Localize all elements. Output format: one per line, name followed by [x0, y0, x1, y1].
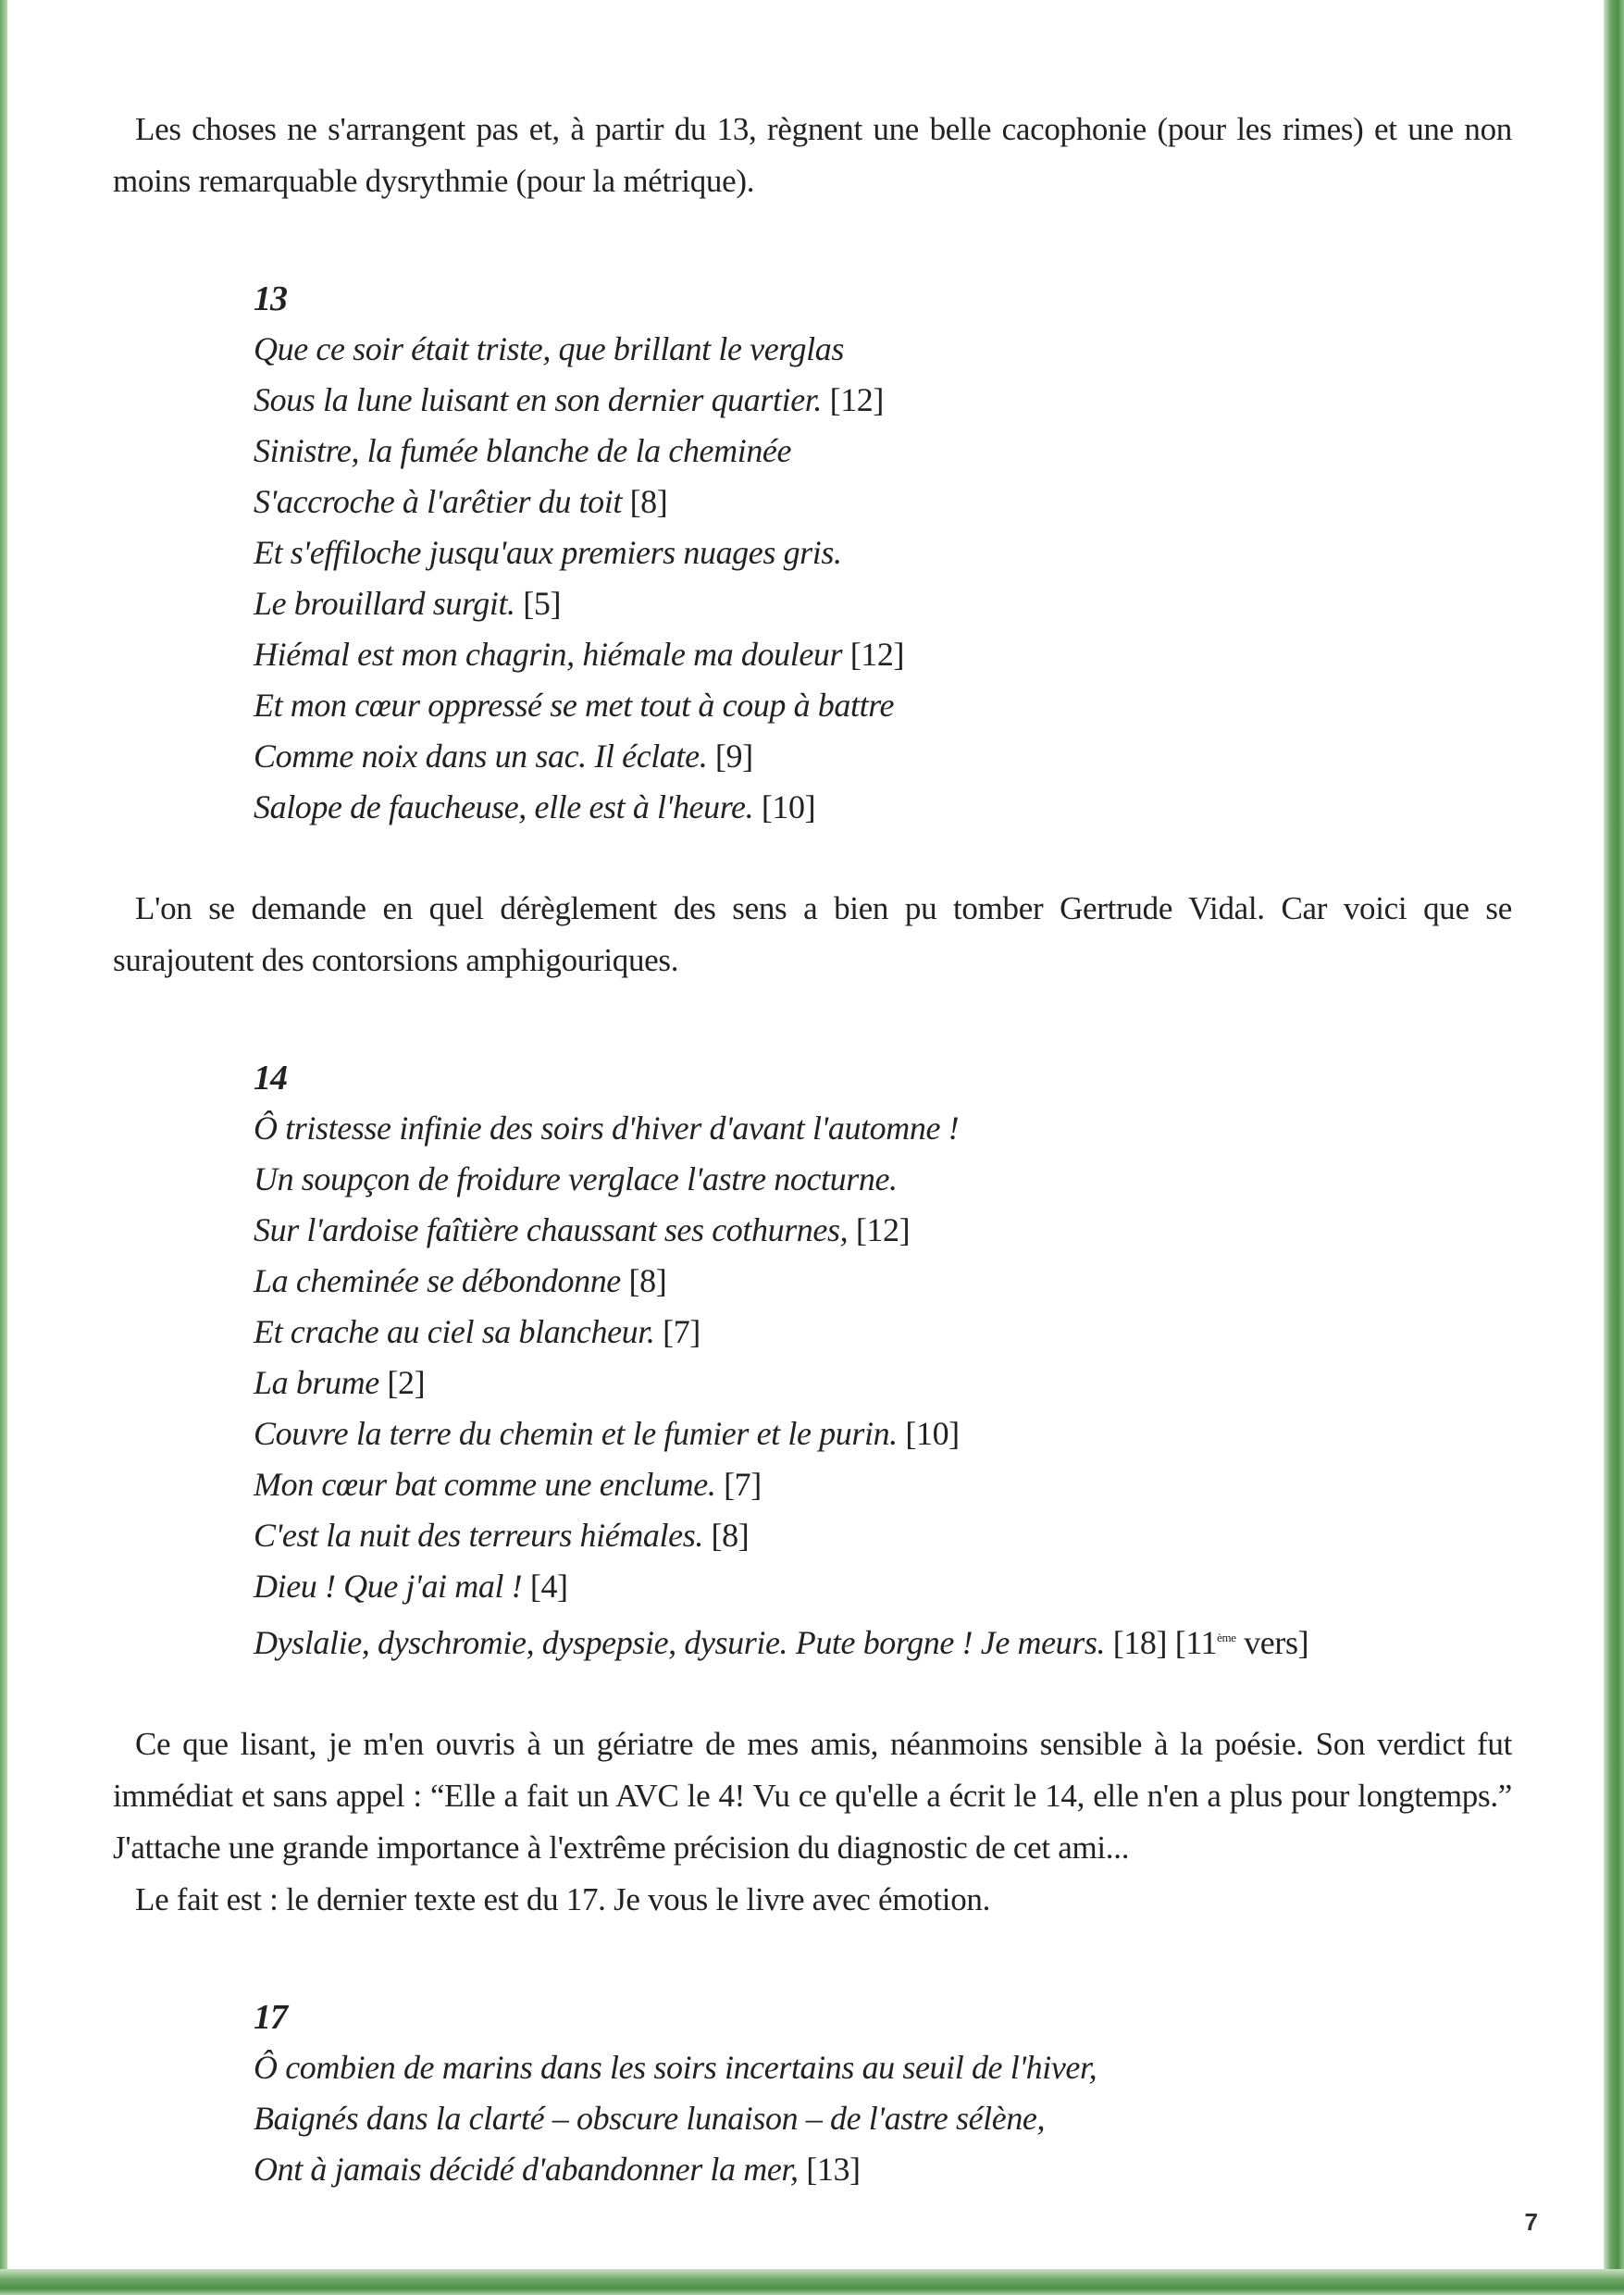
verse: Couvre la terre du chemin et le fumier et le purin. [10] — [254, 1415, 960, 1452]
syllable-count: [7] — [663, 1313, 700, 1350]
syllable-count: [10] — [905, 1415, 960, 1452]
verse: Hiémal est mon chagrin, hiémale ma douleur [12] — [254, 636, 905, 673]
poem-17 — [254, 1992, 1512, 2195]
verse: Sous la lune luisant en son dernier quartier. [12] — [254, 381, 884, 418]
syllable-count: [12] — [855, 1211, 911, 1248]
paragraph-last-text: Le fait est : le dernier texte est du 17. Je vous le livre avec émotion. — [135, 1881, 991, 1917]
poem-number: 13 — [254, 279, 287, 318]
verse: Ô tristesse infinie des soirs d'hiver d'avant l'automne ! — [254, 1110, 960, 1147]
poem-number: 14 — [254, 1059, 287, 1098]
syllable-count: [9] — [714, 738, 753, 775]
paragraph-commentary: L'on se demande en quel dérèglement des sens a bien pu tomber Gertrude Vidal. Car voici que se surajoutent des contorsions amphigouriques. — [113, 890, 1512, 978]
verse-note: [11ème vers] — [1174, 1624, 1309, 1661]
syllable-count: [8] — [628, 1262, 667, 1299]
paragraph-diagnosis: Ce que lisant, je m'en ouvris à un gériatre de mes amis, néanmoins sensible à la poésie. Son verdict fut immédiat et sans appel : “Elle a fait un AVC le 4! Vu ce qu'elle a écrit le 14, elle n'en a plus pour longtemps.” J'attache une grande importance à l'extrême précision du diagnostic de cet ami... — [113, 1726, 1512, 1866]
syllable-count: [5] — [523, 585, 562, 622]
verse: Et s'effiloche jusqu'aux premiers nuages gris. — [254, 534, 842, 571]
verse: Sur l'ardoise faîtière chaussant ses cothurnes, [12] — [254, 1211, 911, 1248]
verse: Baignés dans la clarté – obscure lunaison – de l'astre sélène, — [254, 2100, 1046, 2137]
syllable-count: [2] — [387, 1364, 426, 1401]
verse: Que ce soir était triste, que brillant le verglas — [254, 330, 844, 367]
syllable-count: [8] — [711, 1517, 750, 1554]
verse: Et mon cœur oppressé se met tout à coup à battre — [254, 687, 895, 724]
verse: Le brouillard surgit. [5] — [254, 585, 562, 622]
verse: S'accroche à l'arêtier du toit [8] — [254, 483, 668, 520]
poem-13 — [254, 274, 1512, 833]
syllable-count: [13] — [806, 2151, 861, 2188]
verse: Salope de faucheuse, elle est à l'heure. [10] — [254, 788, 816, 825]
verse: Un soupçon de froidure verglace l'astre nocturne. — [254, 1160, 898, 1197]
verse-last: Dyslalie, dyschromie, dyspepsie, dysurie. Pute borgne ! Je meurs. [18] [11ème vers] — [254, 1624, 1309, 1661]
verse: Sinistre, la fumée blanche de la cheminée — [254, 432, 792, 469]
page-border-right — [1604, 0, 1624, 2295]
paragraph-intro: Les choses ne s'arrangent pas et, à partir du 13, règnent une belle cacophonie (pour les rimes) et une non moins remarquable dysrythmie (pour la métrique). — [113, 111, 1512, 199]
syllable-count: [12] — [849, 636, 905, 673]
poem-14 — [254, 1053, 1512, 1669]
verse: Comme noix dans un sac. Il éclate. [9] — [254, 738, 753, 775]
verse: Ô combien de marins dans les soirs incertains au seuil de l'hiver, — [254, 2049, 1097, 2086]
page-content — [113, 104, 1512, 2195]
syllable-count: [7] — [724, 1466, 762, 1503]
syllable-count: [4] — [529, 1568, 568, 1605]
page-border-bottom — [0, 2269, 1624, 2295]
syllable-count: [8] — [629, 483, 668, 520]
syllable-count: [12] — [829, 381, 884, 418]
syllable-count: [10] — [761, 788, 816, 825]
poem-number: 17 — [254, 1998, 287, 2037]
verse: Mon cœur bat comme une enclume. [7] — [254, 1466, 762, 1503]
verse: La brume [2] — [254, 1364, 426, 1401]
verse: Et crache au ciel sa blancheur. [7] — [254, 1313, 700, 1350]
verse: La cheminée se débondonne [8] — [254, 1262, 667, 1299]
page-border-left — [0, 0, 7, 2295]
syllable-count: [18] — [1112, 1624, 1168, 1661]
verse: Dieu ! Que j'ai mal ! [4] — [254, 1568, 568, 1605]
verse: Ont à jamais décidé d'abandonner la mer, [13] — [254, 2151, 861, 2188]
verse: C'est la nuit des terreurs hiémales. [8] — [254, 1517, 750, 1554]
page-number: 7 — [1524, 2208, 1538, 2236]
